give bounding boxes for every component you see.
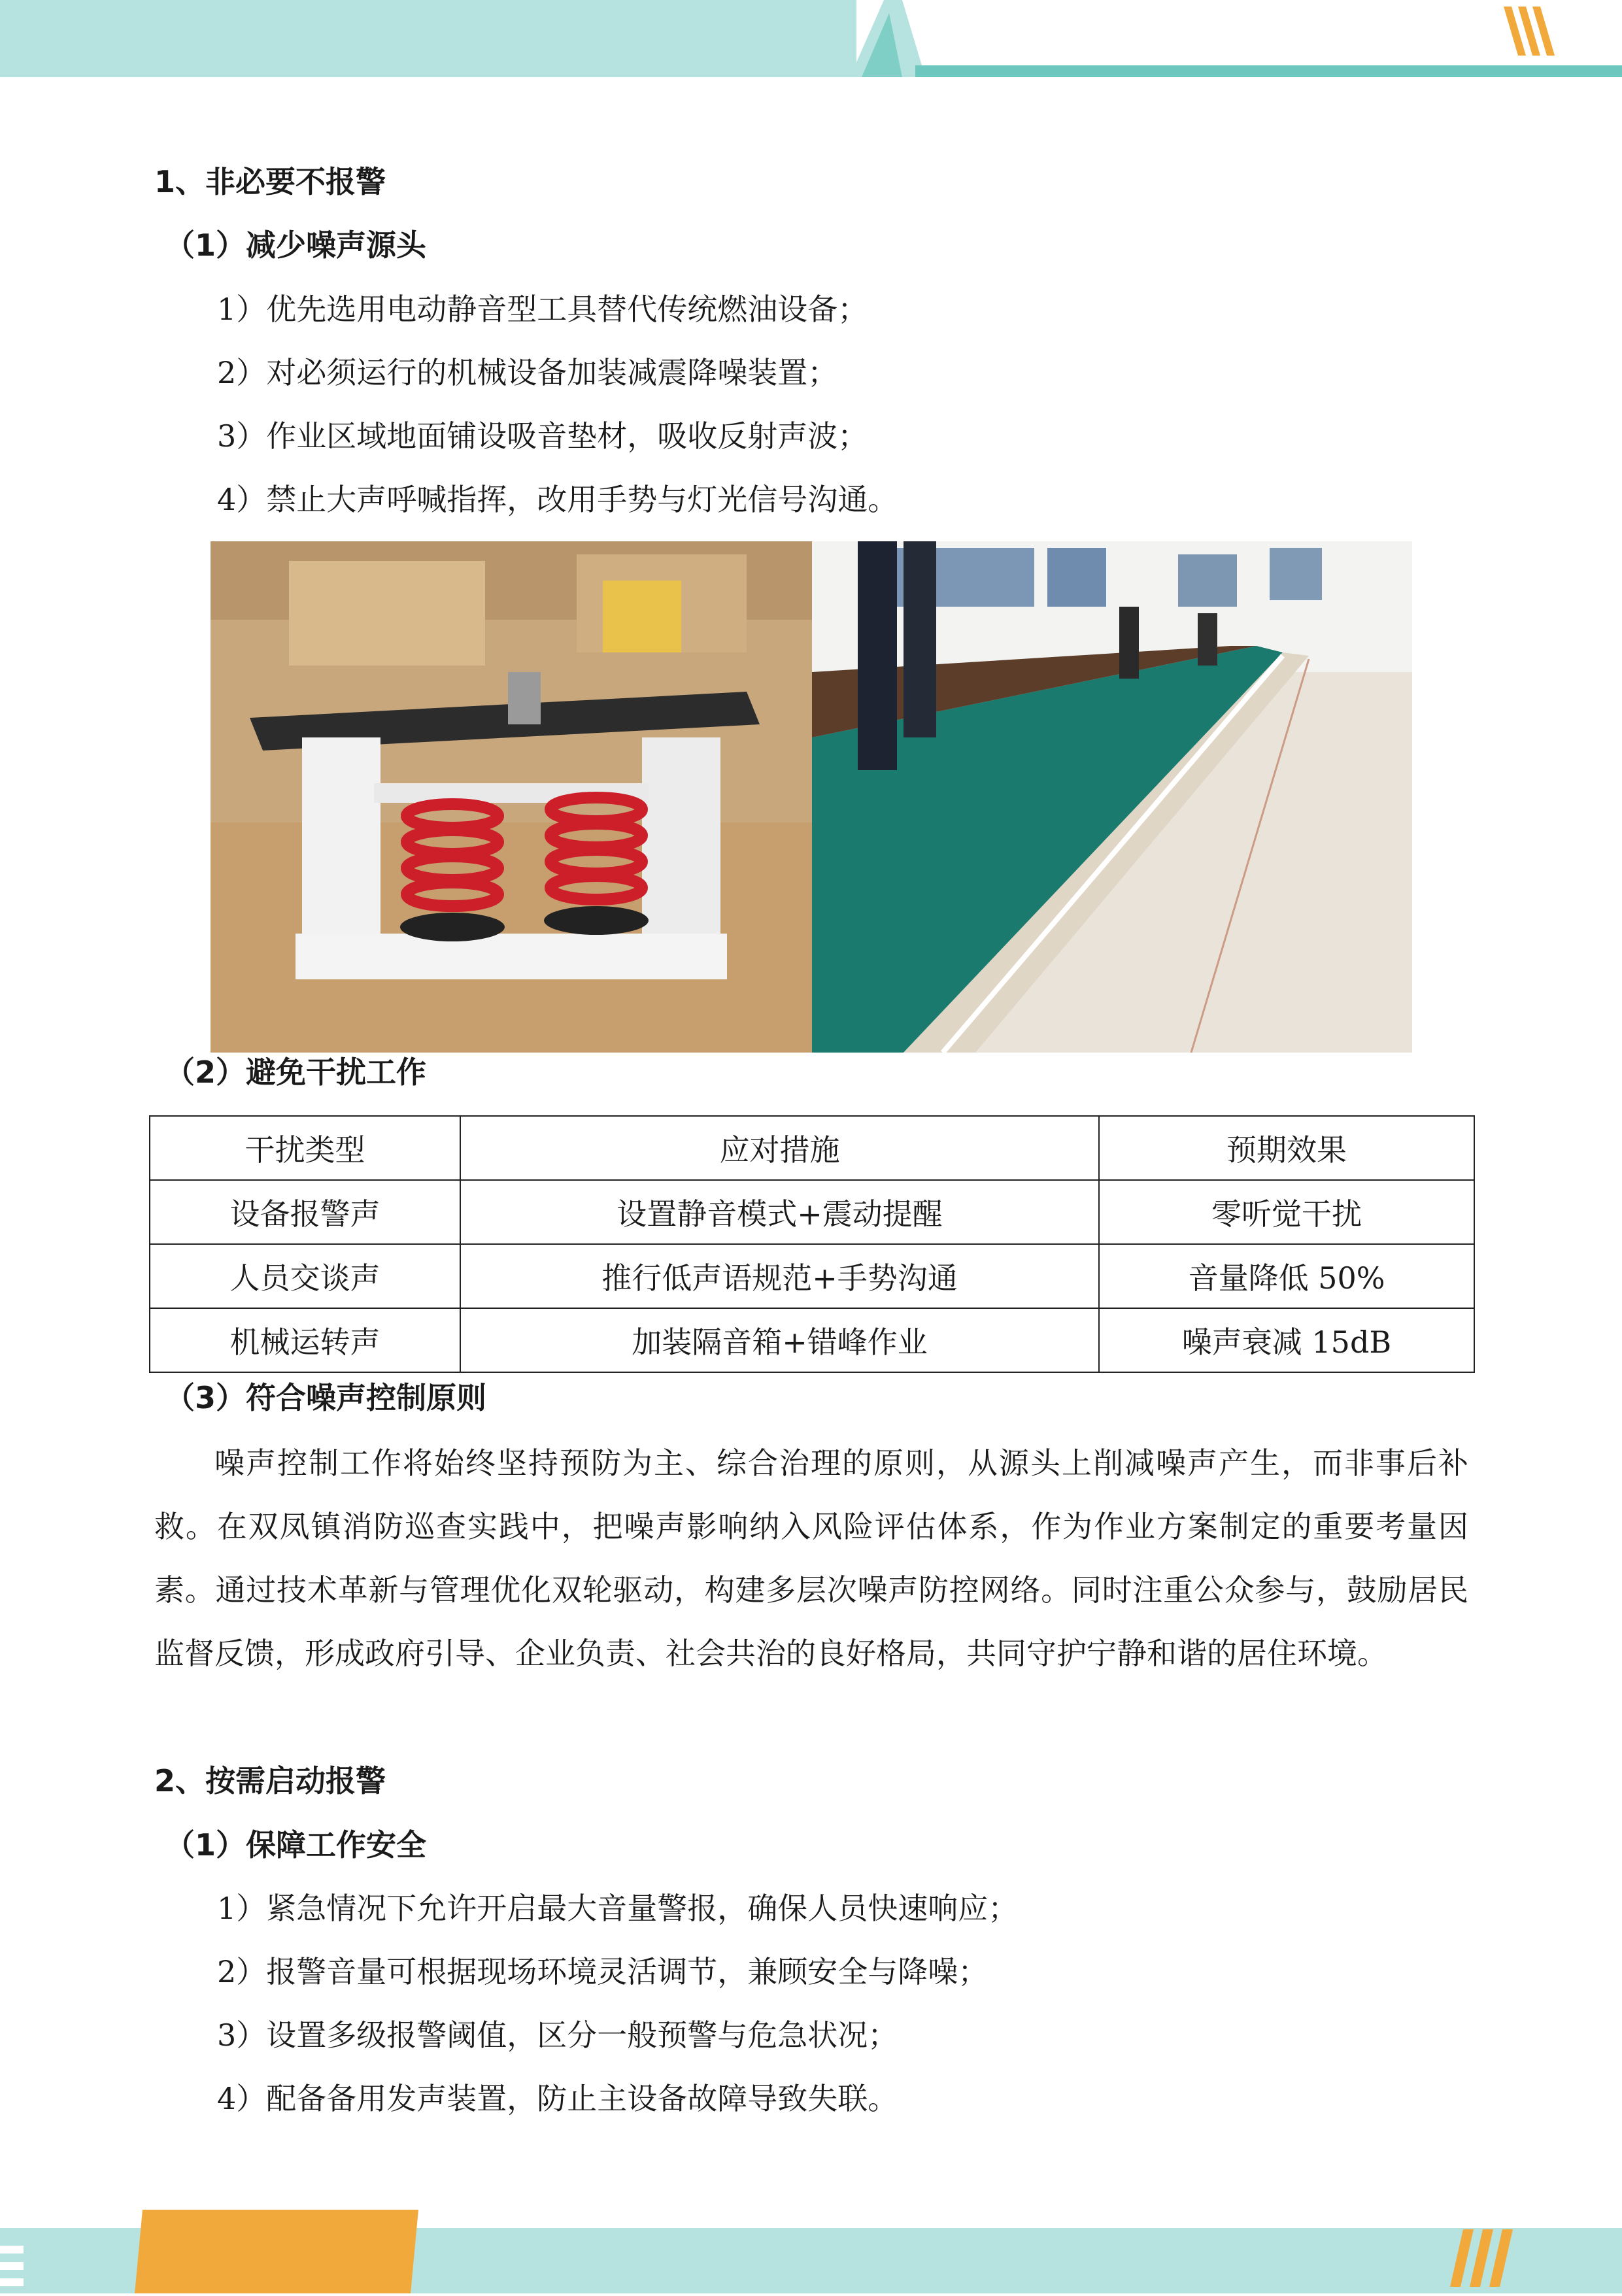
menu-lines-icon (0, 2246, 24, 2286)
table-cell: 零听觉干扰 (1099, 1180, 1474, 1244)
table-cell: 设置静音模式+震动提醒 (460, 1180, 1099, 1244)
interference-table (149, 1115, 1475, 1373)
subsection-1-1-heading: （1）减少噪声源头 (165, 228, 427, 263)
table-cell: 噪声衰减 15dB (1099, 1308, 1474, 1372)
list-item: 4）禁止大声呼喊指挥，改用手势与灯光信号沟通。 (217, 482, 898, 517)
floor-mat-photo (812, 541, 1412, 1053)
subsection-2-1-heading: （1）保障工作安全 (165, 1827, 427, 1863)
section-2-heading: 2、按需启动报警 (154, 1763, 386, 1798)
table-cell: 推行低声语规范+手势沟通 (460, 1244, 1099, 1308)
list-item: 1）紧急情况下允许开启最大音量警报，确保人员快速响应； (217, 1891, 1019, 1926)
list-item: 4）配备备用发声装置，防止主设备故障导致失联。 (217, 2081, 898, 2116)
table-cell: 人员交谈声 (150, 1244, 460, 1308)
table-cell: 机械运转声 (150, 1308, 460, 1372)
table-header-row (150, 1116, 1474, 1180)
footer-banner-shape (0, 2210, 1622, 2293)
table-header-cell: 应对措施 (460, 1116, 1099, 1180)
table-header-cell: 干扰类型 (150, 1116, 460, 1180)
vibration-damper-photo (211, 541, 812, 1053)
table-header-cell: 预期效果 (1099, 1116, 1474, 1180)
list-item: 2）对必须运行的机械设备加装减震降噪装置； (217, 355, 838, 390)
list-item: 2）报警音量可根据现场环境灵活调节，兼顾安全与降噪； (217, 1954, 988, 1989)
list-item: 3）设置多级报警阈值，区分一般预警与危急状况； (217, 2017, 898, 2053)
subsection-1-2-heading: （2）避免干扰工作 (165, 1055, 427, 1090)
footer-decoration (0, 2210, 1622, 2293)
table-row (150, 1308, 1474, 1372)
table-cell: 加装隔音箱+错峰作业 (460, 1308, 1099, 1372)
table-cell: 音量降低 50% (1099, 1244, 1474, 1308)
stripes-icon (1504, 7, 1555, 56)
table-row (150, 1180, 1474, 1244)
header-decoration (0, 0, 1622, 85)
table-cell: 设备报警声 (150, 1180, 460, 1244)
principle-paragraph: 噪声控制工作将始终坚持预防为主、综合治理的原则，从源头上削减噪声产生，而非事后补救。在双凤镇消防巡查实践中，把噪声影响纳入风险评估体系，作为作业方案制定的重要考量因素。通过技术革新与管理优化双轮驱动，构建多层次噪声防控网络。同时注重公众参与，鼓励居民监督反馈，形成政府引导、企业负责、社会共治的良好格局，共同守护宁静和谐的居住环境。 (154, 1445, 1468, 1671)
list-item: 3）作业区域地面铺设吸音垫材，吸收反射声波； (217, 418, 868, 454)
section-1-heading: 1、非必要不报警 (154, 164, 386, 199)
subsection-1-3-heading: （3）符合噪声控制原则 (165, 1380, 487, 1415)
list-item: 1）优先选用电动静音型工具替代传统燃油设备； (217, 292, 868, 327)
header-banner-shape (0, 0, 1622, 85)
table-row (150, 1244, 1474, 1308)
